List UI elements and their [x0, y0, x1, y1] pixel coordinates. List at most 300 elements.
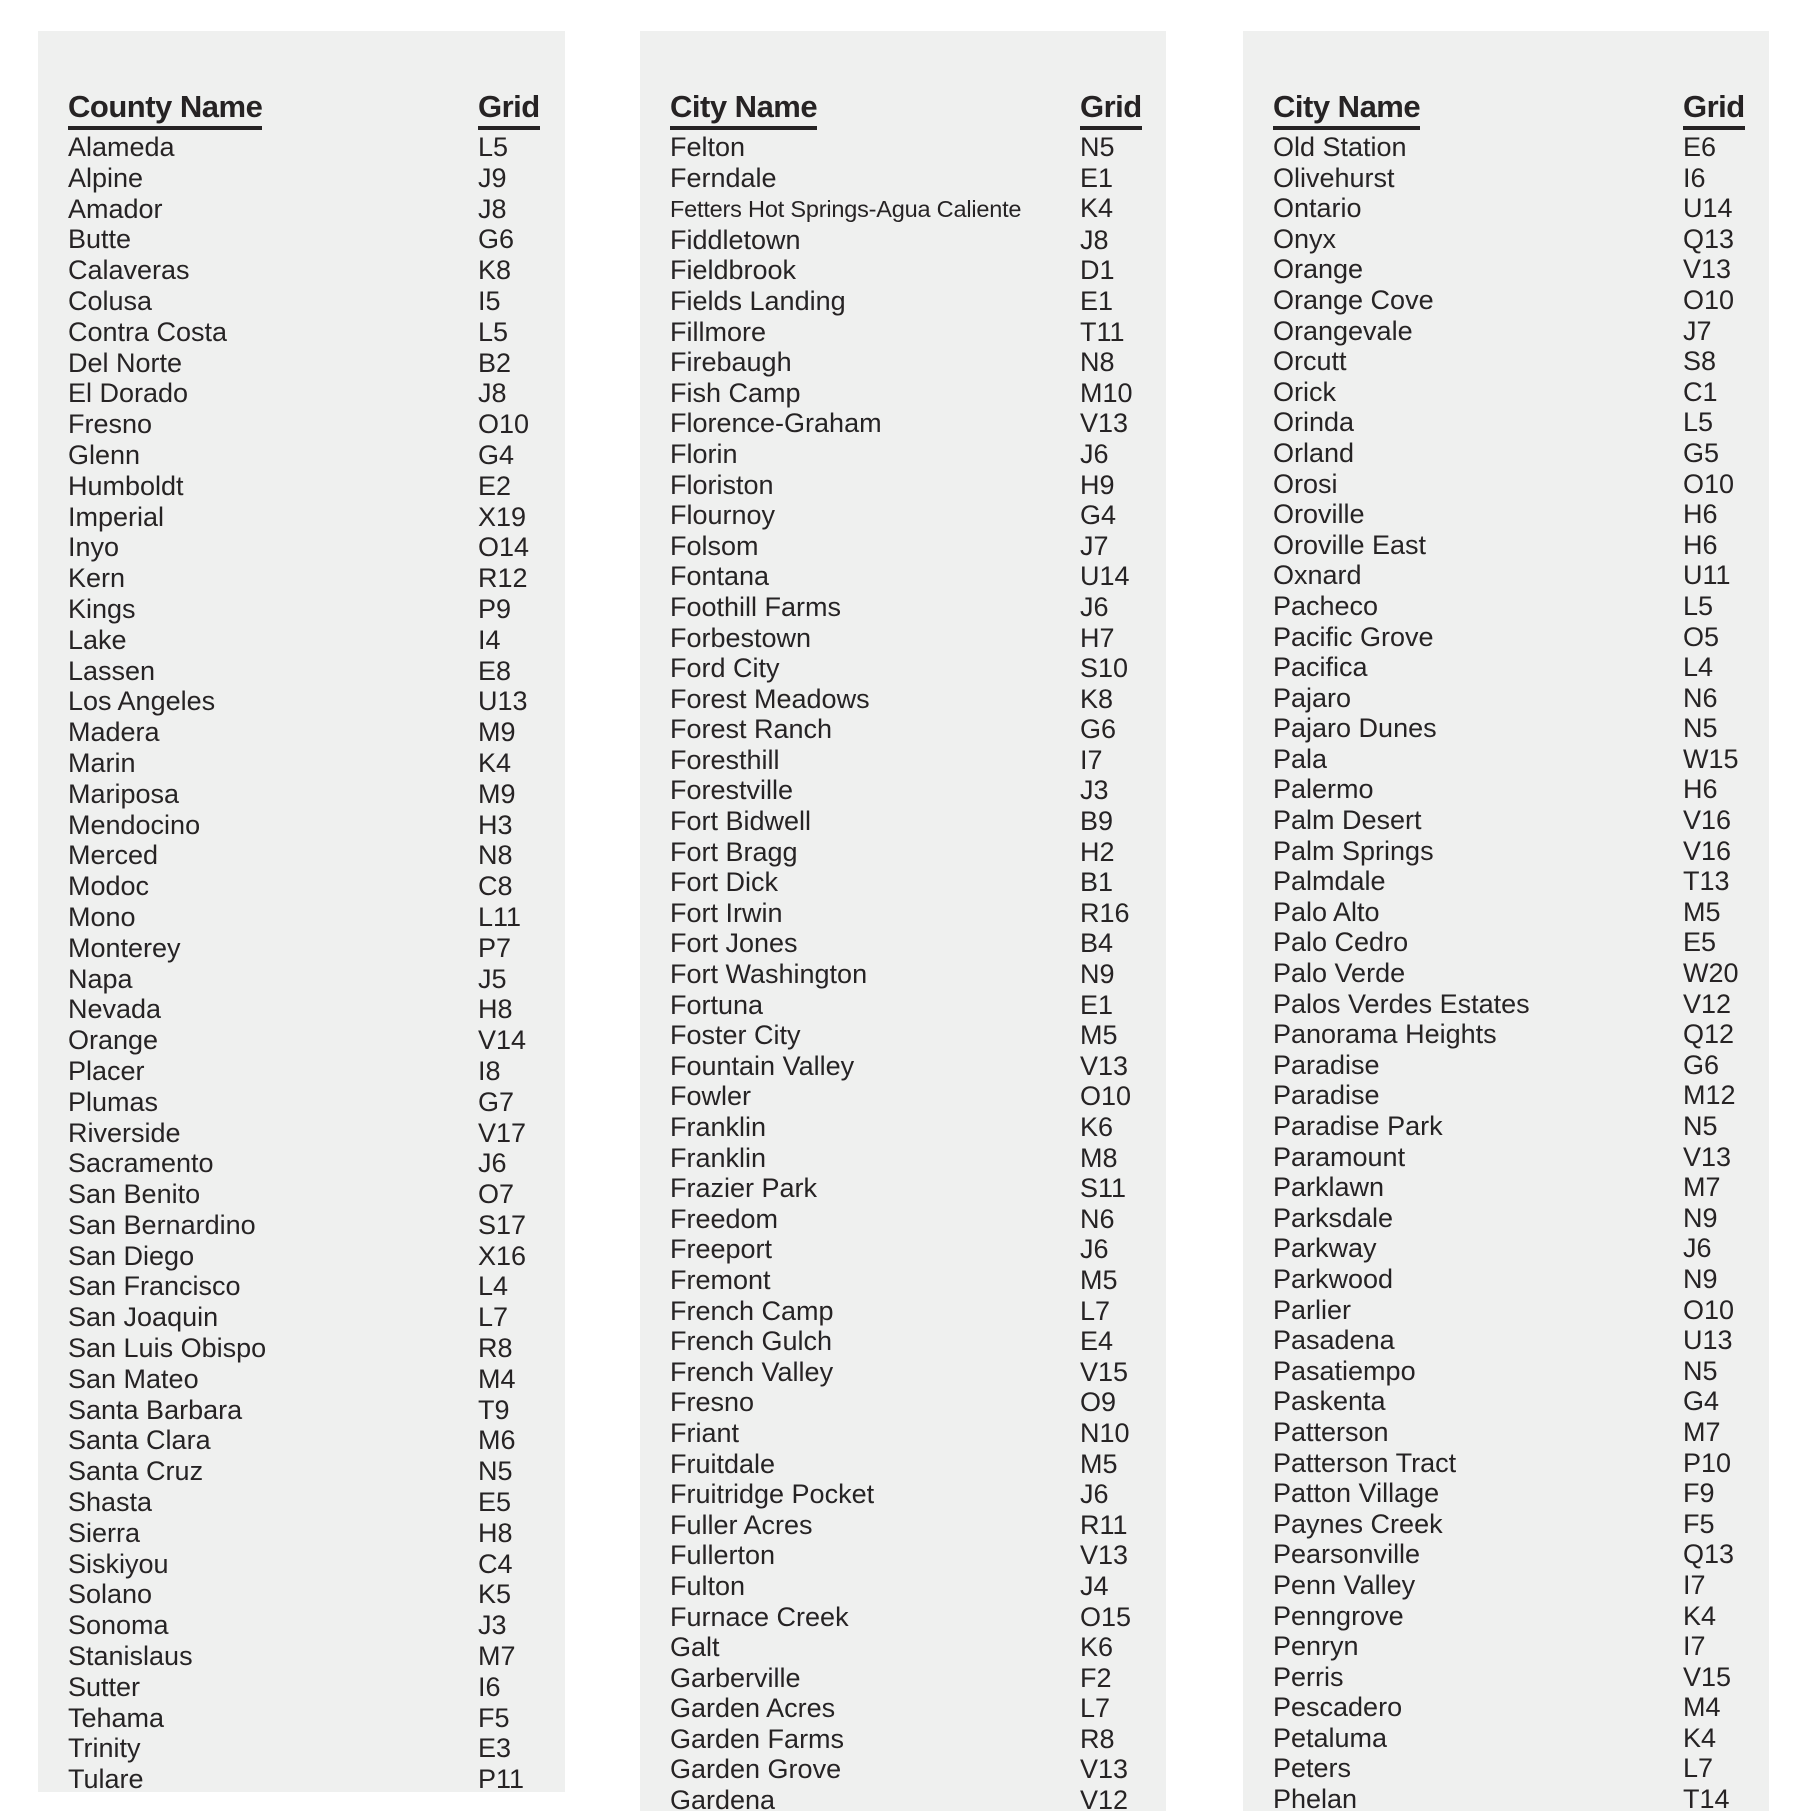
place-name: Forest Meadows: [670, 683, 870, 714]
grid-ref: M6: [478, 1425, 516, 1456]
index-row: [670, 684, 1166, 715]
grid-ref: I6: [478, 1671, 501, 1702]
grid-ref: V16: [1683, 805, 1732, 836]
grid-ref: V15: [1683, 1661, 1732, 1692]
index-row: [1273, 377, 1769, 408]
index-row: [68, 1118, 565, 1149]
grid-ref: J6: [1080, 1234, 1109, 1265]
grid-ref: G4: [1080, 500, 1117, 531]
place-name: Paradise: [1273, 1049, 1380, 1080]
grid-ref: O10: [1683, 284, 1735, 315]
grid-ref: L11: [478, 901, 522, 932]
place-name: Garden Acres: [670, 1693, 836, 1724]
place-name: Garden Farms: [670, 1723, 845, 1754]
grid-ref: M8: [1080, 1142, 1118, 1173]
grid-ref: F5: [1683, 1508, 1715, 1539]
index-row: [670, 1540, 1166, 1571]
place-name: Phelan: [1273, 1784, 1358, 1815]
index-row: [68, 1025, 565, 1056]
index-row: [1273, 1325, 1769, 1356]
grid-ref: O10: [478, 409, 530, 440]
place-name: Freedom: [670, 1203, 779, 1234]
grid-ref: U13: [1683, 1325, 1733, 1356]
index-row: [1273, 224, 1769, 255]
grid-ref: L5: [478, 316, 509, 347]
column-header-grid: Grid: [1080, 90, 1142, 130]
grid-ref: T13: [1683, 866, 1730, 897]
index-row: [670, 132, 1166, 163]
grid-ref: C4: [478, 1548, 513, 1579]
place-name: Oroville: [1273, 499, 1365, 530]
index-row: [1273, 591, 1769, 622]
place-name: Stanislaus: [68, 1641, 193, 1672]
grid-ref: J6: [1080, 1479, 1109, 1510]
place-name: Parkway: [1273, 1233, 1377, 1264]
place-name: Felton: [670, 132, 746, 162]
grid-ref: L4: [478, 1271, 509, 1302]
grid-ref: L7: [1683, 1753, 1714, 1784]
place-name: Mendocino: [68, 809, 201, 840]
index-row: [1273, 469, 1769, 500]
place-name: Orangevale: [1273, 315, 1413, 346]
place-name: Napa: [68, 963, 133, 994]
place-name: Paynes Creek: [1273, 1508, 1443, 1539]
index-row: [670, 1296, 1166, 1327]
place-name: Palo Cedro: [1273, 927, 1409, 958]
place-name: Nevada: [68, 994, 162, 1025]
grid-ref: H9: [1080, 469, 1115, 500]
grid-ref: U14: [1080, 561, 1130, 592]
grid-ref: F5: [478, 1702, 510, 1733]
index-row: [670, 1449, 1166, 1480]
place-name: Fontana: [670, 561, 770, 592]
place-name: Monterey: [68, 932, 181, 963]
index-row: [68, 902, 565, 933]
index-row: [68, 686, 565, 717]
index-rows: [670, 132, 1166, 1816]
county-index-content: [38, 31, 565, 1795]
place-name: Fulton: [670, 1570, 746, 1601]
place-name: Penngrove: [1273, 1600, 1404, 1631]
county-index-panel: [38, 31, 565, 1795]
place-name: Pacheco: [1273, 590, 1379, 621]
place-name: Fruitridge Pocket: [670, 1479, 875, 1510]
index-row: [1273, 866, 1769, 897]
grid-ref: R12: [478, 563, 528, 594]
index-row: [1273, 774, 1769, 805]
place-name: San Diego: [68, 1240, 195, 1271]
index-row: [68, 1148, 565, 1179]
place-name: Forbestown: [670, 622, 812, 653]
grid-ref: L5: [1683, 590, 1714, 621]
index-row: [670, 928, 1166, 959]
grid-ref: M7: [478, 1641, 516, 1672]
index-row: [1273, 407, 1769, 438]
place-name: Palm Springs: [1273, 835, 1434, 866]
index-row: [1273, 1601, 1769, 1632]
place-name: Tulare: [68, 1764, 144, 1795]
place-name: Flournoy: [670, 500, 776, 531]
place-name: Franklin: [670, 1142, 767, 1173]
grid-ref: W15: [1683, 743, 1739, 774]
place-name: Panorama Heights: [1273, 1019, 1497, 1050]
place-name: Fountain Valley: [670, 1050, 855, 1081]
place-name: Merced: [68, 840, 159, 871]
place-name: Firebaugh: [670, 347, 792, 378]
index-row: [1273, 1692, 1769, 1723]
column-header: [68, 90, 565, 130]
column-header-name: City Name: [670, 90, 817, 130]
index-row: [68, 748, 565, 779]
place-name: Penn Valley: [1273, 1569, 1416, 1600]
grid-ref: W20: [1683, 958, 1739, 989]
index-row: [1273, 1386, 1769, 1417]
grid-ref: I6: [1683, 162, 1706, 193]
place-name: Fullerton: [670, 1540, 776, 1571]
grid-ref: N5: [1080, 132, 1115, 162]
place-name: Lake: [68, 624, 127, 655]
index-row: [68, 471, 565, 502]
index-row: [1273, 499, 1769, 530]
place-name: Fort Washington: [670, 959, 868, 990]
index-row: [670, 378, 1166, 409]
grid-ref: M7: [1683, 1172, 1721, 1203]
index-row: [670, 1785, 1166, 1816]
grid-ref: J8: [478, 193, 507, 224]
index-row: [670, 163, 1166, 194]
place-name: Patterson: [1273, 1416, 1389, 1447]
grid-ref: V12: [1683, 988, 1732, 1019]
place-name: Butte: [68, 224, 132, 255]
index-row: [1273, 989, 1769, 1020]
index-row: [670, 1754, 1166, 1785]
index-row: [670, 959, 1166, 990]
place-name: Penryn: [1273, 1631, 1359, 1662]
grid-ref: O7: [478, 1179, 515, 1210]
index-row: [68, 1333, 565, 1364]
grid-ref: N8: [1080, 347, 1115, 378]
grid-ref: H2: [1080, 836, 1115, 867]
place-name: Ford City: [670, 653, 780, 684]
index-row: [1273, 1264, 1769, 1295]
grid-ref: N9: [1683, 1202, 1718, 1233]
place-name: Alameda: [68, 132, 175, 162]
place-name: Solano: [68, 1579, 153, 1610]
place-name: Los Angeles: [68, 686, 216, 717]
place-name: San Luis Obispo: [68, 1333, 267, 1364]
index-row: [670, 1326, 1166, 1357]
grid-ref: J6: [478, 1148, 507, 1179]
place-name: Pajaro Dunes: [1273, 713, 1437, 744]
index-row: [1273, 744, 1769, 775]
place-name: Pacifica: [1273, 652, 1368, 683]
place-name: Fish Camp: [670, 377, 801, 408]
grid-ref: G5: [1683, 437, 1720, 468]
grid-ref: E5: [1683, 927, 1717, 958]
grid-ref: S10: [1080, 653, 1129, 684]
grid-ref: J7: [1080, 530, 1109, 561]
place-name: Pajaro: [1273, 682, 1352, 713]
city-index-content-o-p: [1243, 31, 1769, 1815]
index-row: [1273, 1448, 1769, 1479]
grid-ref: T14: [1683, 1784, 1730, 1815]
grid-ref: I7: [1683, 1569, 1706, 1600]
city-index-panel-f: [640, 31, 1166, 1816]
index-row: [670, 592, 1166, 623]
grid-ref: L7: [1080, 1295, 1111, 1326]
index-row: [670, 193, 1166, 225]
place-name: Paradise Park: [1273, 1111, 1443, 1141]
grid-ref: M5: [1080, 1448, 1118, 1479]
index-row: [670, 1112, 1166, 1143]
index-row: [670, 1724, 1166, 1755]
grid-ref: V13: [1080, 408, 1129, 439]
grid-ref: I7: [1080, 744, 1103, 775]
place-name: Siskiyou: [68, 1548, 169, 1579]
place-name: Furnace Creek: [670, 1601, 849, 1632]
place-name: Garden Grove: [670, 1754, 842, 1785]
grid-ref: F2: [1080, 1662, 1112, 1693]
place-name: Palermo: [1273, 774, 1374, 805]
index-row: [68, 779, 565, 810]
grid-ref: J7: [1683, 315, 1712, 346]
grid-ref: O15: [1080, 1601, 1132, 1632]
grid-ref: S8: [1683, 346, 1717, 377]
index-row: [1273, 683, 1769, 714]
grid-ref: J4: [1080, 1570, 1109, 1601]
place-name: Calaveras: [68, 255, 190, 286]
place-name: Marin: [68, 747, 136, 778]
grid-ref: L4: [1683, 652, 1714, 683]
index-row: [1273, 1539, 1769, 1570]
grid-ref: C1: [1683, 376, 1718, 407]
place-name: Fortuna: [670, 989, 764, 1020]
place-name: Trinity: [68, 1733, 141, 1764]
grid-ref: N6: [1683, 682, 1718, 713]
grid-ref: J8: [1080, 224, 1109, 255]
place-name: Imperial: [68, 501, 165, 532]
grid-ref: C8: [478, 871, 513, 902]
grid-ref: J6: [1080, 591, 1109, 622]
grid-ref: H6: [1683, 774, 1718, 805]
index-row: [68, 1579, 565, 1610]
grid-ref: J3: [478, 1610, 507, 1641]
grid-ref: M4: [1683, 1692, 1721, 1723]
place-name: Fresno: [670, 1387, 755, 1418]
grid-ref: E1: [1080, 989, 1114, 1020]
index-row: [1273, 1203, 1769, 1234]
index-row: [1273, 285, 1769, 316]
place-name: Florin: [670, 438, 738, 469]
grid-ref: R16: [1080, 897, 1130, 928]
index-row: [670, 347, 1166, 378]
index-row: [670, 1510, 1166, 1541]
grid-ref: S11: [1080, 1173, 1127, 1204]
grid-ref: V14: [478, 1025, 527, 1056]
index-row: [1273, 1233, 1769, 1264]
place-name: Floriston: [670, 469, 774, 500]
index-row: [670, 1418, 1166, 1449]
index-row: [1273, 652, 1769, 683]
index-row: [1273, 1417, 1769, 1448]
place-name: Orosi: [1273, 468, 1338, 499]
index-row: [670, 898, 1166, 929]
grid-ref: O10: [1683, 1294, 1735, 1325]
place-name: Orange: [68, 1025, 159, 1056]
place-name: Palmdale: [1273, 866, 1386, 897]
index-row: [1273, 1080, 1769, 1111]
grid-ref: J8: [478, 378, 507, 409]
grid-ref: Q13: [1683, 1539, 1735, 1570]
index-row: [670, 225, 1166, 256]
index-row: [1273, 1723, 1769, 1754]
place-name: French Gulch: [670, 1326, 833, 1357]
place-name: Fort Bidwell: [670, 806, 812, 837]
index-row: [68, 409, 565, 440]
grid-ref: I7: [1683, 1631, 1706, 1662]
place-name: Orland: [1273, 437, 1355, 468]
grid-ref: T9: [478, 1394, 510, 1425]
index-row: [68, 840, 565, 871]
index-row: [68, 810, 565, 841]
index-row: [1273, 713, 1769, 744]
grid-ref: J5: [478, 963, 507, 994]
grid-ref: D1: [1080, 255, 1115, 286]
place-name: Pasatiempo: [1273, 1355, 1416, 1386]
index-row: [68, 132, 565, 163]
grid-ref: V13: [1080, 1754, 1129, 1785]
index-row: [1273, 1631, 1769, 1662]
place-name: French Valley: [670, 1356, 834, 1387]
place-name: Fort Bragg: [670, 836, 798, 867]
grid-ref: B4: [1080, 928, 1114, 959]
index-row: [670, 1632, 1166, 1663]
place-name: Inyo: [68, 532, 120, 563]
grid-ref: E8: [478, 655, 512, 686]
index-row: [670, 1693, 1166, 1724]
index-row: [1273, 1111, 1769, 1142]
grid-ref: Q13: [1683, 223, 1735, 254]
grid-ref: M5: [1080, 1264, 1118, 1295]
place-name: Humboldt: [68, 470, 184, 501]
place-name: Santa Cruz: [68, 1456, 204, 1487]
index-row: [670, 1602, 1166, 1633]
grid-ref: X16: [478, 1240, 527, 1271]
grid-ref: N5: [1683, 1111, 1718, 1141]
grid-ref: O5: [1683, 621, 1720, 652]
grid-ref: K6: [1080, 1112, 1114, 1142]
grid-ref: E1: [1080, 162, 1114, 193]
index-row: [670, 775, 1166, 806]
grid-ref: N5: [1683, 1355, 1718, 1386]
grid-ref: M9: [478, 778, 516, 809]
place-name: Friant: [670, 1417, 740, 1448]
index-row: [670, 653, 1166, 684]
index-row: [68, 1087, 565, 1118]
grid-ref: L7: [478, 1302, 509, 1333]
grid-ref: N10: [1080, 1417, 1130, 1448]
index-row: [1273, 254, 1769, 285]
grid-ref: O10: [1683, 468, 1735, 499]
column-header-name: City Name: [1273, 90, 1420, 130]
place-name: Shasta: [68, 1487, 153, 1518]
index-row: [670, 1051, 1166, 1082]
place-name: Pearsonville: [1273, 1539, 1421, 1570]
index-row: [68, 286, 565, 317]
grid-ref: O10: [1080, 1081, 1132, 1112]
index-row: [670, 806, 1166, 837]
index-row: [670, 255, 1166, 286]
place-name: Fiddletown: [670, 224, 801, 255]
place-name: Fuller Acres: [670, 1509, 813, 1540]
place-name: Palm Desert: [1273, 805, 1422, 836]
place-name: Folsom: [670, 530, 759, 561]
index-row: [670, 714, 1166, 745]
grid-ref: H7: [1080, 622, 1115, 653]
grid-ref: N5: [1683, 713, 1718, 744]
index-row: [1273, 1019, 1769, 1050]
grid-ref: N9: [1080, 959, 1115, 990]
index-row: [68, 964, 565, 995]
place-name: Onyx: [1273, 223, 1337, 254]
place-name: Pala: [1273, 743, 1328, 774]
index-row: [1273, 927, 1769, 958]
column-header-grid: Grid: [1683, 90, 1745, 130]
index-row: [1273, 1478, 1769, 1509]
index-row: [68, 1364, 565, 1395]
place-name: San Bernardino: [68, 1209, 256, 1240]
index-row: [1273, 1172, 1769, 1203]
index-row: [670, 990, 1166, 1021]
place-name: Sacramento: [68, 1148, 214, 1179]
grid-ref: R8: [478, 1333, 513, 1364]
grid-ref: M12: [1683, 1080, 1736, 1111]
index-rows: [1273, 132, 1769, 1815]
place-name: Fields Landing: [670, 285, 846, 316]
place-name: San Joaquin: [68, 1302, 219, 1333]
grid-ref: G4: [1683, 1386, 1720, 1417]
grid-ref: P9: [478, 593, 512, 624]
grid-ref: K5: [478, 1579, 512, 1610]
column-header-grid: Grid: [478, 90, 540, 130]
grid-ref: F9: [1683, 1478, 1715, 1509]
grid-ref: P7: [478, 932, 512, 963]
place-name: Colusa: [68, 285, 153, 316]
grid-ref: J3: [1080, 775, 1109, 806]
place-name: Garberville: [670, 1662, 801, 1693]
grid-ref: G6: [478, 224, 515, 255]
place-name: Palos Verdes Estates: [1273, 988, 1530, 1019]
place-name: Forestville: [670, 775, 794, 806]
index-row: [670, 623, 1166, 654]
place-name: Orick: [1273, 376, 1336, 407]
place-name: Forest Ranch: [670, 714, 833, 745]
grid-ref: M5: [1683, 896, 1721, 927]
place-name: Glenn: [68, 439, 141, 470]
grid-ref: G6: [1683, 1049, 1720, 1080]
grid-ref: V13: [1080, 1050, 1129, 1081]
index-row: [68, 1703, 565, 1734]
index-row: [670, 1143, 1166, 1174]
grid-ref: K4: [1683, 1722, 1717, 1753]
index-row: [670, 439, 1166, 470]
place-name: Fillmore: [670, 316, 767, 347]
grid-ref: V13: [1683, 1141, 1732, 1172]
grid-ref: K8: [478, 255, 512, 286]
index-row: [68, 933, 565, 964]
index-row: [670, 745, 1166, 776]
index-row: [670, 1663, 1166, 1694]
